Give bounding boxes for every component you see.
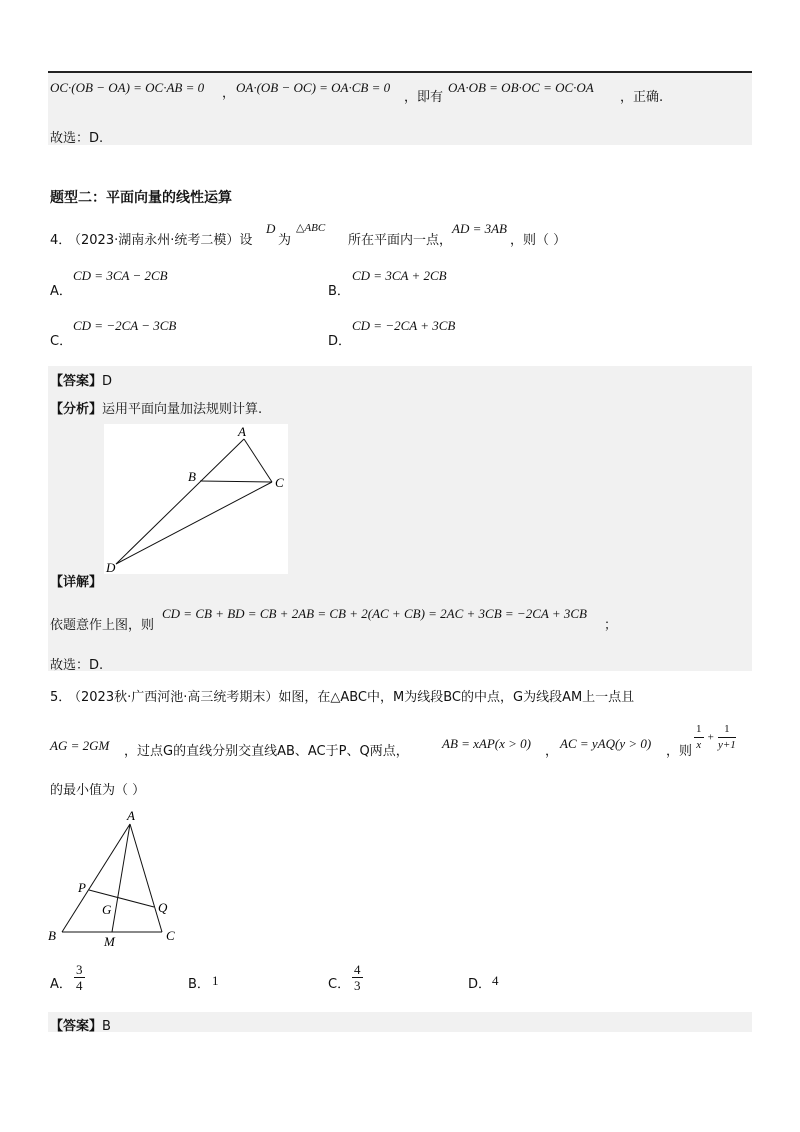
q5-sep: ， [545, 744, 559, 759]
q4-fig-label-c: C [275, 475, 284, 490]
q4-detail-tag: 【详解】 [50, 575, 103, 590]
answer-shade-q5 [48, 1012, 752, 1032]
q5-option-d: 4 [492, 973, 499, 988]
q5-option-b: 1 [212, 973, 219, 988]
q4-fig-label-a: A [238, 424, 246, 439]
q5-expression: $\frac{1}{x}$ + $\frac{1}{y+1}$ [696, 723, 736, 751]
top-eq1: OC·(OB − OA) = OC·AB = 0 [50, 80, 205, 95]
q4-choice: 故选：D. [50, 658, 104, 673]
q4-option-c: CD = −2CA − 3CB [73, 318, 177, 333]
top-sep2: ，即有 [404, 90, 444, 105]
q4-option-c-label: C． [50, 334, 73, 349]
top-choice: 故选：D. [50, 131, 104, 146]
q4-answer: D [102, 374, 113, 389]
top-eq3: OA·OB = OB·OC = OC·OA [448, 80, 594, 95]
q5-cond2: AB = xAP(x > 0) [442, 736, 532, 751]
top-sep1: ， [222, 86, 236, 101]
q4-triangle: △ABC [296, 222, 326, 234]
q5-text4: 的最小值为（ ） [50, 783, 146, 798]
q4-analysis: 【分析】运用平面向量加法规则计算. [50, 402, 263, 417]
q5-fig-label-q: Q [158, 900, 168, 915]
q4-detail-expr: CD = CB + BD = CB + 2AB = CB + 2(AC + CB) = 2AC + 3CB = −2CA + 3CB [162, 606, 587, 621]
q5-text2: ，过点G的直线分别交直线AB、AC于P、Q两点， [124, 744, 409, 759]
q5-fig-label-c: C [166, 928, 175, 943]
q4-answer-tag: 【答案】D [50, 374, 113, 389]
q4-fig-label-b: B [188, 469, 196, 484]
q4-option-a-label: A． [50, 284, 72, 299]
section-title: 题型二：平面向量的线性运算 [50, 190, 232, 206]
q5-option-b-label: B． [188, 977, 210, 992]
q5-cond3: AC = yAQ(y > 0) [560, 736, 652, 751]
q4-option-b-label: B． [328, 284, 350, 299]
q5-answer-line: 【答案】B [50, 1019, 111, 1034]
q5-answer: B [102, 1019, 111, 1034]
q4-condition: AD = 3AB [452, 221, 507, 236]
q4-number: 4． [50, 233, 72, 248]
q5-fig-label-p: P [78, 880, 86, 895]
q5-frac2: $\frac{1}{y+1}$ [718, 723, 736, 751]
q4-point: D [266, 221, 276, 236]
q5-fig-label-g: G [102, 902, 112, 917]
top-tail: ，正确. [620, 90, 664, 105]
q4-mid: 为 [278, 233, 292, 248]
q5-option-c: $\frac{4}{3}$ [354, 962, 361, 993]
q4-option-a: CD = 3CA − 2CB [73, 268, 168, 283]
q4-option-d: CD = −2CA + 3CB [352, 318, 456, 333]
q4-detail-tail: ； [604, 618, 618, 633]
q5-cond1: AG = 2GM [50, 738, 110, 753]
q5-fig-label-b: B [48, 928, 56, 943]
q5-fig-label-a: A [127, 808, 135, 823]
top-eq2: OA·(OB − OC) = OA·CB = 0 [236, 80, 391, 95]
q4-option-b: CD = 3CA + 2CB [352, 268, 447, 283]
q5-option-a: $\frac{3}{4}$ [76, 962, 83, 993]
q4-triangle-figure [104, 424, 288, 574]
q5-option-d-label: D． [468, 977, 492, 992]
q5-fig-label-m: M [104, 934, 115, 949]
q4-fig-label-d: D [106, 560, 116, 574]
q4-mid2: 所在平面内一点， [348, 233, 453, 248]
q5-text3: ，则 [666, 744, 693, 759]
q5-text1: （2023秋·广西河池·高三统考期末）如图，在△ABC中，M为线段BC的中点，G为线段AM上一点且 [68, 690, 635, 705]
q5-option-a-label: A． [50, 977, 72, 992]
q5-triangle-figure [44, 808, 184, 950]
q5-number: 5． [50, 690, 72, 705]
q4-tail: ，则（ ） [510, 233, 567, 248]
q5-option-c-label: C． [328, 977, 351, 992]
q5-frac1: $\frac{1}{x}$ [696, 723, 702, 751]
q4-source: （2023·湖南永州·统考二模）设 [68, 233, 253, 248]
q4-detail-prefix: 依题意作上图，则 [50, 618, 155, 633]
q4-option-d-label: D． [328, 334, 352, 349]
